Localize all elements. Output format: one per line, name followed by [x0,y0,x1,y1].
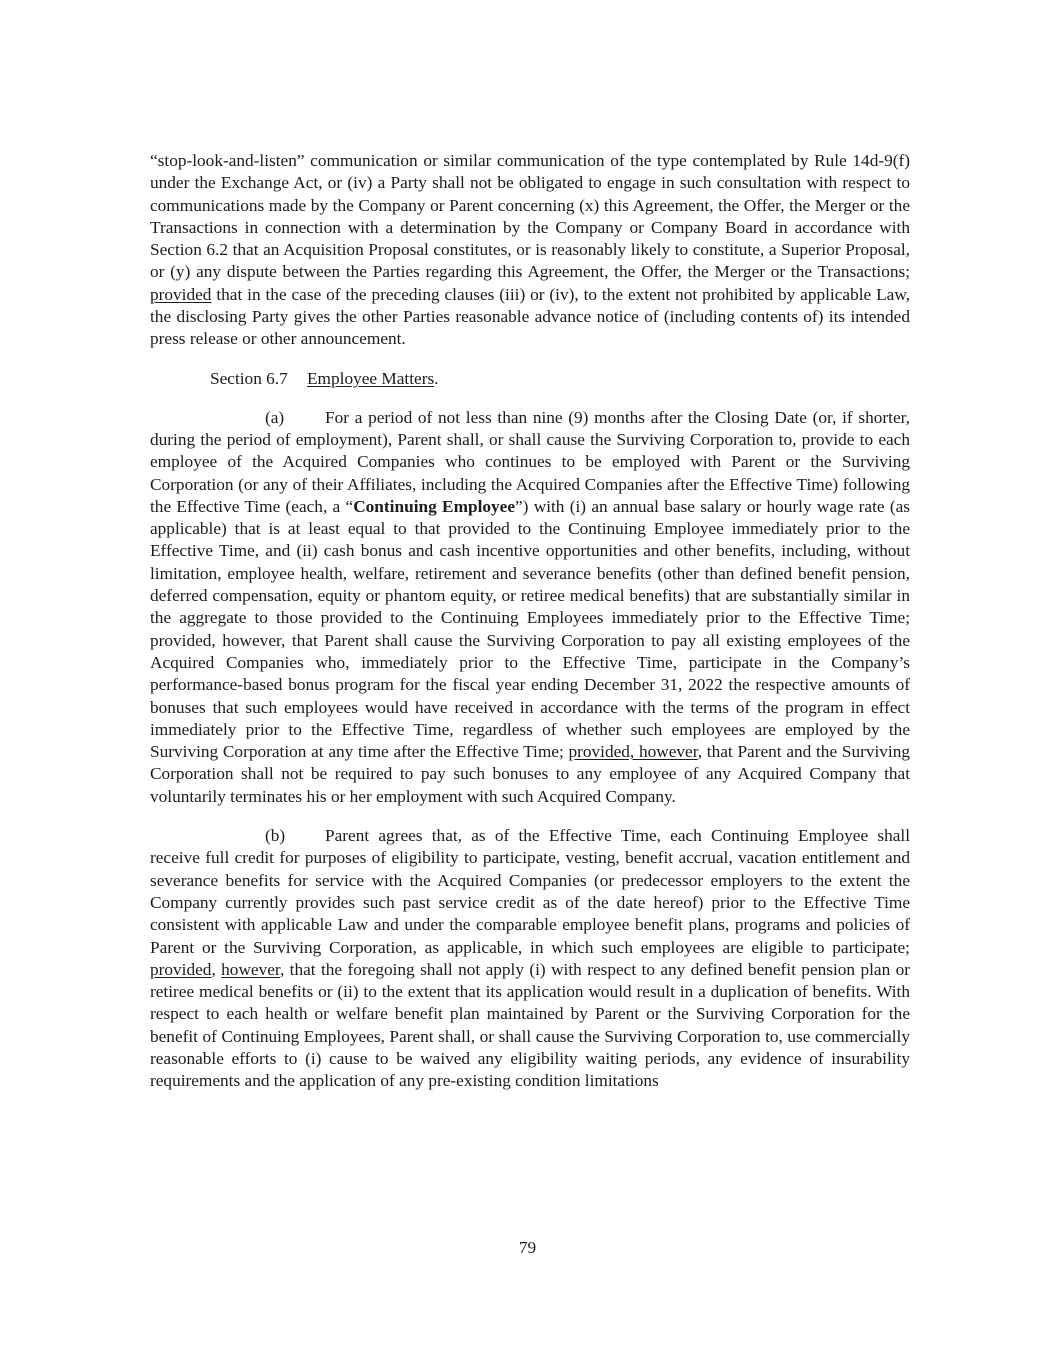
paragraph-a-text-3: , that Parent and the Surviving Corporation shall not be required to pay such bonuses to any employee of any Acquired Company that voluntarily terminates his or her employment with such Acquired Company. [150,742,911,806]
intro-text-end: that in the case of the preceding clauses (iii) or (iv), to the extent not prohibited by applicable Law, the disclosing Party gives the other Parties reasonable advance notice of (including contents of) its intended press release or other announcement. [150,284,910,349]
paragraph-b-label: (b) [265,826,286,846]
comma-separator: , [211,959,222,979]
paragraph-b-text-1: Parent agrees that, as of the Effective Time, each Continuing Employee shall receive full credit for purposes of eligibility to participate, vesting, benefit accrual, vacation entitlement and severance benefits for service with the Acquired Companies (or predecessor employers to the extent the Company currently provides such past service credit as of the date hereof) prior to the Effective Time consistent with applicable Law and under the comparable employee benefit plans, programs and policies of Parent or the Surviving Corporation, as applicable, in which such employees are eligible to participate; [150,826,910,957]
document-page [150,150,910,1093]
intro-paragraph [150,150,910,351]
paragraph-b-text-2: , that the foregoing shall not apply (i) with respect to any defined benefit pension plan or retiree medical benefits or (ii) to the extent that its application would result in a duplication of benefits. With respect to each health or welfare benefit plan maintained by Parent or the Surviving Corporation for the benefit of Continuing Employees, Parent shall, or shall cause the Surviving Corporation to, use commercially reasonable efforts to (i) cause to be waived any eligibility waiting periods, any evidence of insurability requirements and the application of any pre-existing condition limitations [150,959,910,1091]
section-heading [150,368,910,390]
provided-term-b: provided [150,959,212,979]
paragraph-a-text-1: For a period of not less than nine (9) months after the Closing Date (or, if shorter, during the period of employment), Parent shall, or shall cause the Surviving Corporation to, provide to each employee of the Acquired Companies who continues to be employed with Parent or the Surviving Corporation (or any of their Affiliates, including the Acquired Companies after the Effective Time) following the Effective Time (each, a “ [150,407,910,516]
defined-term-continuing-employee: Continuing Employee [353,496,515,516]
section-title-period: . [434,368,439,388]
paragraph-a-text-2: ”) with (i) an annual base salary or hourly wage rate (as applicable) that is at least equal to that provided to the Continuing Employee immediately prior to the Effective Time, and (ii) cash bonus and cash incentive opportunities and other benefits, including, without limitation, employee health, welfare, retirement and severance benefits (other than defined benefit pension, deferred compensation, equity or phantom equity, or retiree medical benefits) that are substantially similar in the aggregate to those provided to the Continuing Employees immediately prior to the Effective Time; provided, however, that Parent shall cause the Surviving Corporation to pay all existing employees of the Acquired Companies who, immediately prior to the Effective Time, participate in the Company’s performance-based bonus program for the fiscal year ending December 31, 2022 the respective amounts of bonuses that such employees would have received in accordance with the terms of the program in effect immediately prior to the Effective Time, regardless of whether such employees are employed by the Surviving Corporation at any time after the Effective Time; [150,496,910,762]
section-title: Employee Matters [307,368,435,388]
provided-term: provided [150,284,212,304]
paragraph-a-label: (a) [265,407,285,427]
intro-text: “stop-look-and-listen” communication or similar communication of the type contemplated by Rule 14d-9(f) under the Exchange Act, or (iv) a Party shall not be obligated to engage in such consultation with respect to communications made by the Company or Parent concerning (x) this Agreement, the Offer, the Merger or the Transactions in connection with a determination by the Company or Company Board in accordance with Section 6.2 that an Acquisition Proposal constitutes, or is reasonably likely to constitute, a Superior Proposal, or (y) any dispute between the Parties regarding this Agreement, the Offer, the Merger or the Transactions; [150,151,910,282]
paragraph-b [150,825,910,1093]
page-number: 79 [518,1238,537,1257]
paragraph-a [150,407,910,808]
section-number: Section 6.7 [210,368,288,388]
provided-however-term: provided, however [568,742,698,762]
however-term-b: however [221,959,280,979]
